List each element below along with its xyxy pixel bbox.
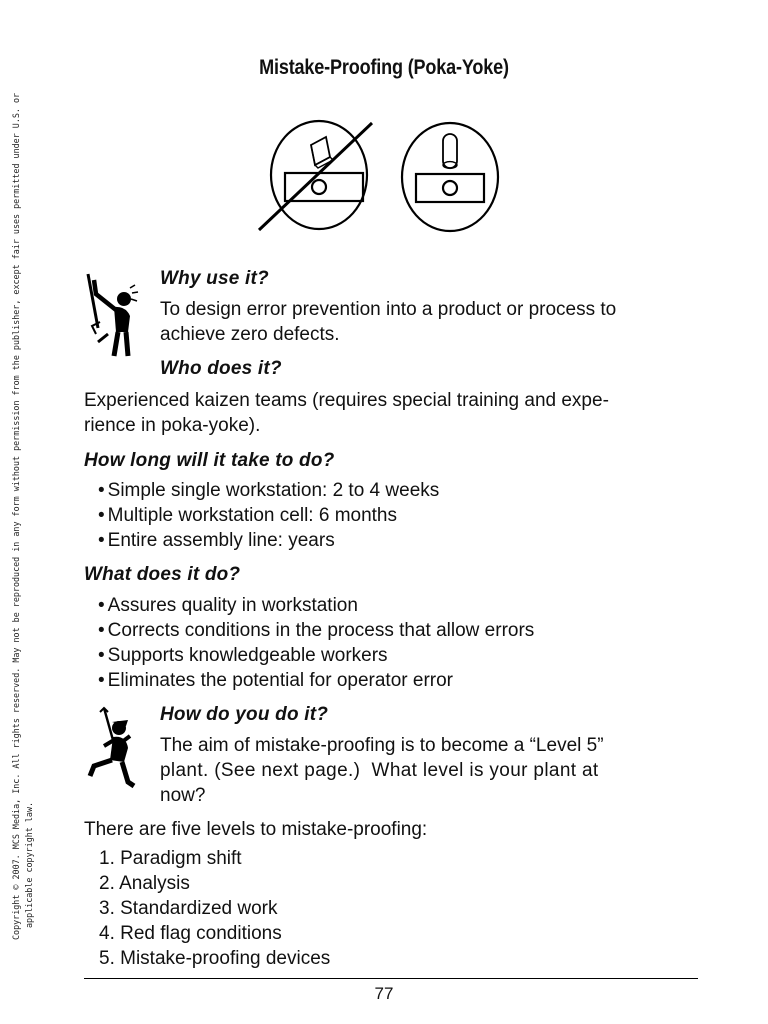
what-heading: What does it do?: [84, 564, 241, 585]
how-line-text: The aim of mistake-proofing is to become a “Level 5”: [160, 735, 604, 756]
list-item: • Multiple workstation cell: 6 months: [98, 503, 439, 528]
who-text: [84, 388, 609, 438]
rappelling-climber-icon: [84, 706, 140, 794]
why-line: To design error prevention into a product or process to: [160, 299, 617, 320]
list-item: • Entire assembly line: years: [98, 528, 439, 553]
why-heading: Why use it?: [160, 268, 269, 289]
who-heading: Who does it?: [160, 358, 282, 379]
why-text: [160, 297, 616, 347]
who-line: Experienced kaizen teams (requires special training and expe-: [84, 390, 609, 411]
levels-list: [99, 846, 330, 971]
what-list: [98, 593, 534, 693]
list-item: • Eliminates the potential for operator error: [98, 668, 534, 693]
how-long-heading: How long will it take to do?: [84, 450, 335, 471]
copyright-line: applicable copyright law.: [24, 801, 34, 928]
list-item: 4. Red flag conditions: [99, 923, 282, 944]
list-item: 2. Analysis: [99, 873, 190, 894]
page-number: 77: [374, 984, 394, 1003]
list-item: 3. Standardized work: [99, 898, 278, 919]
footer-divider: [84, 978, 698, 979]
how-line: now?: [160, 785, 206, 806]
how-long-list: [98, 478, 439, 553]
list-item: 1. Paradigm shift: [99, 848, 242, 869]
poka-yoke-illustration: [250, 116, 510, 240]
list-item: • Corrects conditions in the process that allow errors: [98, 618, 534, 643]
copyright-line: Copyright © 2007. MCS Media, Inc. All rights reserved. May not be reproduced in any form without permission from the publisher, except fair uses permitted under U.S. or: [11, 92, 21, 940]
page-title: Mistake-Proofing (Poka-Yoke): [259, 56, 509, 79]
list-item: • Assures quality in workstation: [98, 593, 534, 618]
how-text: [160, 733, 698, 808]
wrong-orientation-figure: [259, 121, 372, 230]
why-line: achieve zero defects.: [160, 324, 340, 345]
levels-intro: There are five levels to mistake-proofing:: [84, 819, 428, 840]
correct-orientation-figure: [402, 123, 498, 231]
how-line: [160, 733, 698, 758]
list-item: 5. Mistake-proofing devices: [99, 948, 331, 969]
copyright-notice: [10, 80, 36, 940]
list-item: • Supports knowledgeable workers: [98, 643, 534, 668]
how-line: plant. (See next page.) What level is your plant at: [160, 760, 599, 781]
how-heading: How do you do it?: [160, 704, 329, 725]
list-item: • Simple single workstation: 2 to 4 weeks: [98, 478, 439, 503]
who-line: rience in poka-yoke).: [84, 415, 261, 436]
climber-icon: [84, 272, 140, 362]
